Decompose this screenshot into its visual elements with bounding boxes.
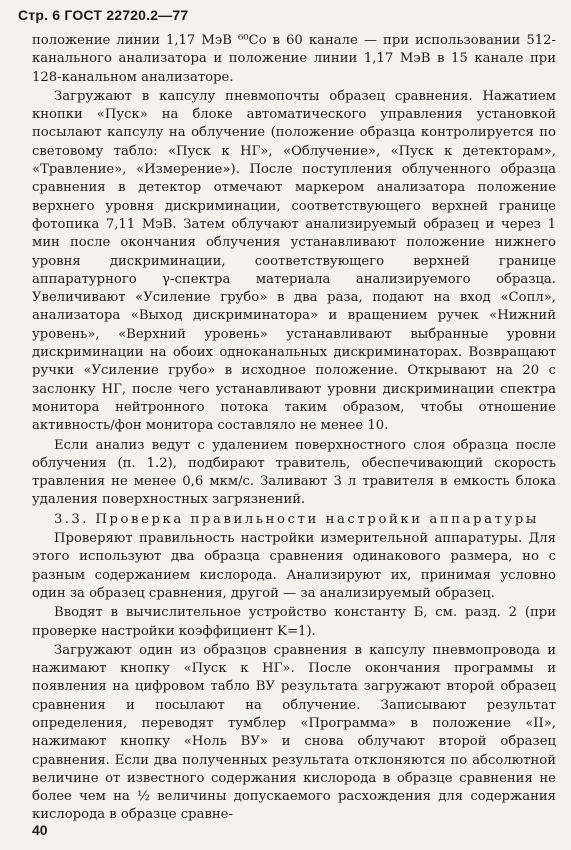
running-header: Стр. 6 ГОСТ 22720.2—77 <box>18 7 189 23</box>
paragraph-etching: Если анализ ведут с удалением поверхностного слоя образца после облучения (п. 1.2), подбирают травитель, обеспечивающий скорость травления не менее 0,6 мкм/с. Заливают 3 л травителя в емкость блока удаления поверхностных загрязнений. <box>32 437 556 508</box>
paragraph-procedure: Загружают один из образцов сравнения в капсулу пневмопровода и нажимают кнопку «Пуск к НГ». После окончания программы и появления на цифровом табло ВУ результата загружают второй образец сравнения и посылают на облучение. Записывают результат определения, переводят тумблер «Программа» в положение «II», нажимают кнопку «Ноль ВУ» и снова облучают второй образец сравнения. Если два полученных результата отклоняются по абсолютной величине от известного содержания кислорода в образце сравнения не более чем на ½ величины допускаемого расхождения для содержания кислорода в образце сравне- <box>32 642 556 823</box>
section-heading <box>32 511 556 529</box>
section-title: Проверка правильности настройки аппаратуры <box>95 511 539 527</box>
paragraph-load-reference-sample: Загружают в капсулу пневмопочты образец сравнения. Нажатием кнопки «Пуск» на блоке автоматического управления установкой посылают капсулу на облучение (положение образца контролируется по световому табло: «Пуск к НГ», «Облучение», «Пуск к детекторам», «Травление», «Измерение»). После поступления облученного образца сравнения в детектор отмечают маркером анализатора положение верхнего уровня дискриминации, соответствующего верхней границе фотопика 7,11 МэВ. Затем облучают анализируемый образец и через 1 мин после окончания облучения устанавливают положение нижнего уровня дискриминации, соответствующего верхней границе аппаратурного γ-спектра материала анализируемого образца. Увеличивают «Усиление грубо» в два раза, подают на вход «Сопл», анализатора «Выход дискриминатора» и вращением ручек «Нижний уровень», «Верхний уровень» устанавливают выбранные уровни дискриминации на обоих одноканальных дискриминаторах. Возвращают ручки «Усиление грубо» в исходное положение. Открывают на 20 с заслонку НГ, после чего устанавливают уровни дискриминации спектра монитора нейтронного потока таким образом, чтобы отношение активность/фон монитора составляло не менее 10. <box>32 88 556 434</box>
page-number: 40 <box>32 822 48 838</box>
page-body <box>32 32 556 825</box>
paragraph-enter-constant: Вводят в вычислительное устройство константу Б, см. разд. 2 (при проверке настройки коэффициент K=1). <box>32 605 556 639</box>
section-number: 3.3. <box>54 511 89 527</box>
paragraph-continuation: положение линии 1,17 МэВ ⁶⁰Co в 60 канале — при использовании 512-канального анализатора и положение линии 1,17 МэВ в 15 канале при 128-канальном анализаторе. <box>32 33 556 85</box>
paragraph-check-setup: Проверяют правильность настройки измерительной аппаратуры. Для этого используют два образца сравнения одинакового размера, но с разным содержанием кислорода. Анализируют их, принимая условно один за образец сравнения, другой — за анализируемый образец. <box>32 531 556 601</box>
